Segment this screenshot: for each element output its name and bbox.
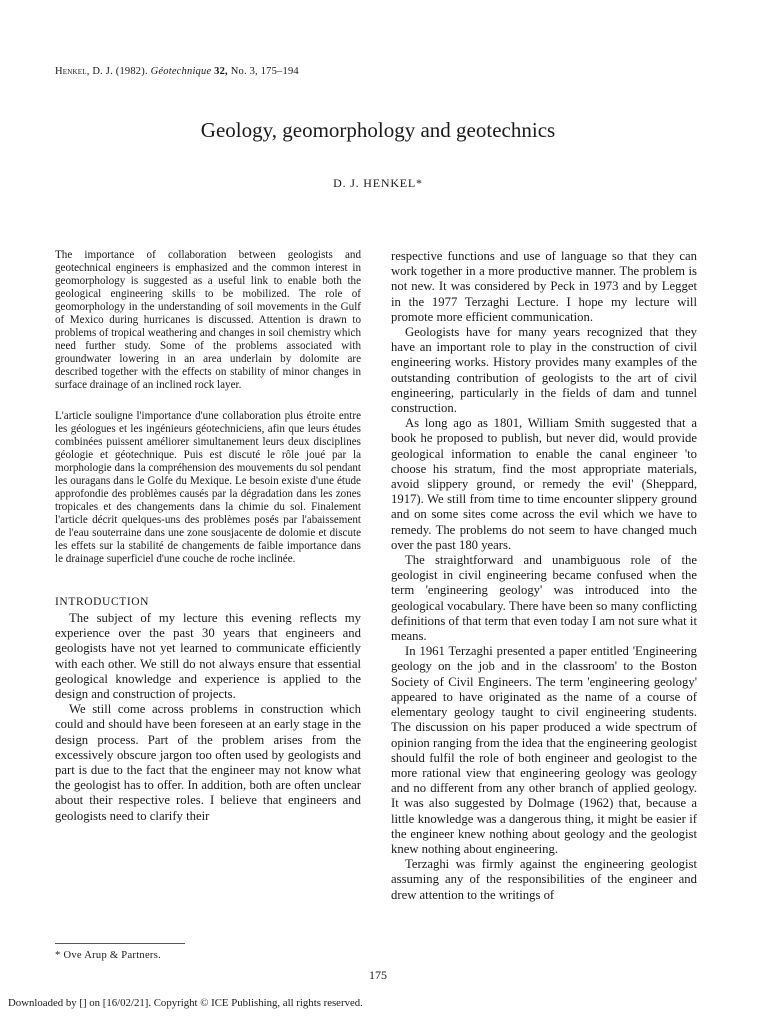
body-paragraph: In 1961 Terzaghi presented a paper entitled 'Engineering geology on the job and in the classroom' to the Boston Society of Civil Engineers. The term 'engineering geology' appeared to have originated as the name of a course of elementary geology taught to civil engineering students. The discussion on his paper produced a wide spectrum of opinion ranging from the idea that the engineering geologist should fulfil the role of both engineer and geologist to the more rational view that engineering geology was geology and no different from any other branch of applied geology. It was also suggested by Dolmage (1962) that, because a little knowledge was a dangerous thing, it might be easier if the engineer knew nothing about geology and the geologist knew nothing about engineering. (391, 644, 697, 856)
body-paragraph: The subject of my lecture this evening reflects my experience over the past 30 years that engineers and geologists have not yet learned to communicate efficiently with each other. We still do not always ensure that essential geological knowledge and experience is applied to the design and construction of projects. (55, 611, 361, 702)
right-column (391, 249, 697, 903)
citation-author: Henkel, D. J. (55, 66, 113, 77)
page-number: 175 (369, 968, 387, 982)
citation-year: (1982). (115, 66, 148, 77)
body-paragraph: As long ago as 1801, William Smith suggested that a book he proposed to publish, but never did, would provide geological information to enable the canal engineer 'to choose his stratum, find the most appropriate materials, avoid slippery ground, or remedy the evil' (Sheppard, 1917). We still from time to time encounter slippery ground and on some sites come across the evil which we have to remedy. The problems do not seem to have changed much over the past 180 years. (391, 416, 697, 552)
abstract-english: The importance of collaboration between geologists and geotechnical engineers is emphasized and the common interest in geomorphology is suggested as a useful link to enable both the geological engineering skills to be mobilized. The role of geomorphology in the understanding of soil movements in the Gulf of Mexico during hurricanes is discussed. Attention is drawn to problems of tropical weathering and changes in soil chemistry which need further study. Some of the problems associated with groundwater lowering in an area underlain by dolomite are described together with the effects on stability of minor changes in surface drainage of an inclined rock layer. (55, 249, 361, 391)
download-notice: Downloaded by [] on [16/02/21]. Copyright © ICE Publishing, all rights reserved. (8, 997, 363, 1009)
footnote: * Ove Arup & Partners. (55, 950, 162, 961)
body-paragraph: respective functions and use of language so that they can work together in a more productive manner. The problem is not new. It was considered by Peck in 1973 and by Legget in the 1977 Terzaghi Lecture. I hope my lecture will promote more efficient communication. (391, 249, 697, 324)
body-paragraph: We still come across problems in construction which could and should have been foreseen at an early stage in the design process. Part of the problem arises from the excessively obscure jargon too often used by geologists and part is due to the fact that the engineer may not know what the geologist has to offer. In addition, both are often unclear about their respective roles. I believe that engineers and geologists need to clarify their (55, 702, 361, 823)
paper-title: Geology, geomorphology and geotechnics (200, 118, 556, 142)
citation-journal: Géotechnique (150, 66, 212, 77)
citation-issue-pages: No. 3, 175–194 (230, 66, 299, 77)
body-paragraph: Geologists have for many years recognized that they have an important role to play in the construction of civil engineering works. History provides many examples of the outstanding contribution of geologists to the art of civil engineering, particularly in the fields of dam and tunnel construction. (391, 325, 697, 416)
section-heading-introduction: INTRODUCTION (55, 596, 150, 608)
body-paragraph: The straightforward and unambiguous role of the geologist in civil engineering became confused when the term 'engineering geology' was introduced into the geological vocabulary. There have been so many conflicting definitions of that term that even today I am not sure what it means. (391, 553, 697, 644)
citation-volume: 32, (214, 66, 228, 77)
abstract-french: L'article souligne l'importance d'une collaboration plus étroite entre les géologues et les ingénieurs géotechniciens, afin que leurs études combinées puissent améliorer simultanement leurs deux disciplines géologie et géotechnique. Puis est discuté le rôle joué par la morphologie dans la compréhension des mouvements du sol pendant les ouragans dans le Golfe du Mexique. Le besoin existe d'une étude approfondie des problèmes causés par la dégradation dans les zones tropicales et des changements dans la chimie du sol. Finalement l'article décrit quelques-uns des problèmes posés par l'abaissement de l'eau souterraine dans une zone sousjacente de dolomie et discute les effets sur la stabilité de changements de faible importance dans le drainage superficiel d'une couche de roche inclinée. (55, 410, 361, 565)
left-column (55, 249, 361, 824)
footnote-divider (55, 943, 185, 944)
citation-line (55, 66, 299, 77)
paper-author: D. J. HENKEL* (333, 176, 423, 190)
body-paragraph: Terzaghi was firmly against the engineering geologist assuming any of the responsibilities of the engineer and drew attention to the writings of (391, 857, 697, 902)
